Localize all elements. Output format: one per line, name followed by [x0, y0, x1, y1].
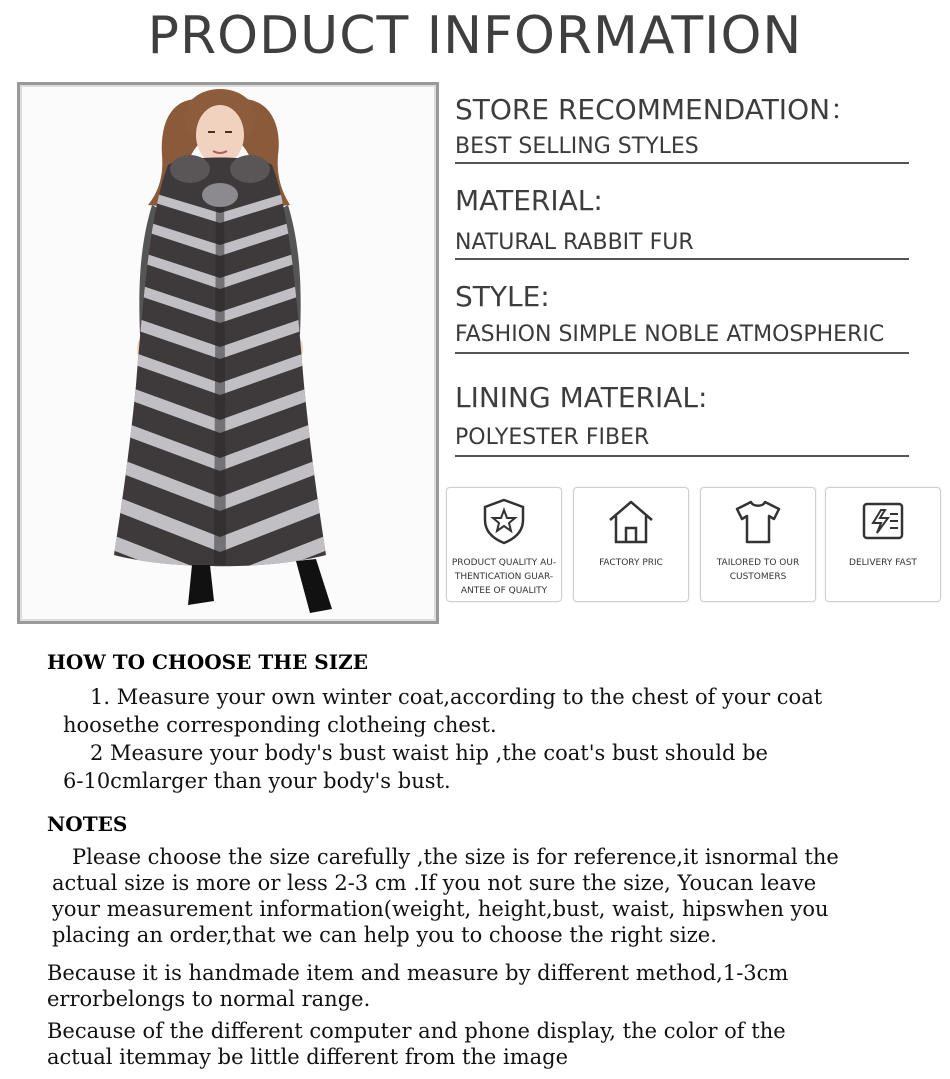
size-guide-line: 6-10cmlarger than your body's bust.	[63, 769, 451, 793]
notes-line: your measurement information(weight, height,bust, waist, hipswhen you	[52, 897, 829, 921]
fast-delivery-icon	[858, 496, 908, 546]
notes-line: Please choose the size carefully ,the size is for reference,it isnormal the	[72, 845, 839, 869]
badge-caption: FACTORY PRIC	[599, 558, 663, 568]
tshirt-icon	[733, 496, 783, 546]
info-value: POLYESTER FIBER	[455, 425, 650, 450]
info-label: STYLE:	[455, 280, 550, 313]
notes-line: Because of the different computer and phone display, the color of the	[47, 1019, 786, 1043]
model-illustration	[20, 85, 430, 615]
notes-line: actual itemmay be little different from the image	[47, 1045, 569, 1069]
divider	[455, 455, 909, 457]
badge-quality	[446, 487, 562, 602]
product-image	[17, 82, 439, 624]
info-value: FASHION SIMPLE NOBLE ATMOSPHERIC	[455, 322, 885, 347]
info-label: LINING MATERIAL:	[455, 381, 708, 414]
notes-line: errorbelongs to normal range.	[47, 987, 371, 1011]
notes-heading: NOTES	[47, 812, 128, 836]
size-guide-line: 1. Measure your own winter coat,according to the chest of your coat	[90, 685, 823, 709]
size-guide-line: 2 Measure your body's bust waist hip ,the coat's bust should be	[90, 741, 768, 765]
house-icon	[606, 496, 656, 546]
badge-caption: DELIVERY FAST	[849, 558, 917, 568]
divider	[455, 258, 909, 260]
info-label: STORE RECOMMENDATION：	[455, 93, 859, 126]
info-label: MATERIAL:	[455, 184, 603, 217]
divider	[455, 162, 909, 164]
badge-delivery	[825, 487, 941, 602]
notes-line: Because it is handmade item and measure by different method,1-3cm	[47, 961, 789, 985]
badge-caption: PRODUCT QUALITY AU- THENTICATION GUAR- ANTEE OF QUALITY	[451, 558, 557, 596]
badge-tailored	[700, 487, 816, 602]
page-title: PRODUCT INFORMATION	[147, 6, 803, 66]
badge-caption: TAILORED TO OUR CUSTOMERS	[716, 558, 800, 582]
size-guide-line: hoosethe corresponding clotheing chest.	[63, 713, 497, 737]
shield-star-icon	[479, 496, 529, 546]
info-value: BEST SELLING STYLES	[455, 134, 699, 159]
size-guide-heading: HOW TO CHOOSE THE SIZE	[47, 650, 368, 674]
info-value: NATURAL RABBIT FUR	[455, 230, 694, 255]
notes-line: actual size is more or less 2-3 cm .If you not sure the size, Youcan leave	[52, 871, 817, 895]
notes-line: placing an order,that we can help you to choose the right size.	[52, 923, 717, 947]
divider	[455, 352, 909, 354]
badge-factory-price	[573, 487, 689, 602]
